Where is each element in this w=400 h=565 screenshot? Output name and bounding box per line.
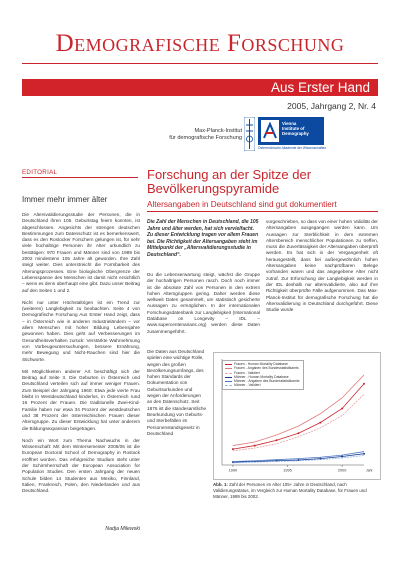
chart-point <box>276 439 278 441</box>
editorial-rule <box>22 177 138 178</box>
chart-point <box>232 448 234 450</box>
legend-swatch <box>225 381 232 382</box>
legend-label: Frauen - Human Mortality Database <box>234 362 288 366</box>
vid-emblem-icon <box>261 120 279 142</box>
issue-info: 2005, Jahrgang 2, Nr. 4 <box>287 101 376 111</box>
vid-line2: Institute of <box>282 126 305 131</box>
legend-label: Frauen - Validiert <box>234 370 260 375</box>
legend-label: Männer - Validiert <box>234 383 261 388</box>
vid-subtitle: Österreichische Akademie der Wissenschaften <box>258 146 327 150</box>
chart-point <box>319 422 321 424</box>
legend-swatch <box>225 364 232 365</box>
article-column-2 <box>266 219 378 318</box>
masthead-banner <box>22 79 378 96</box>
editorial-label: EDITORIAL <box>22 169 58 176</box>
figure-caption <box>213 482 379 499</box>
legend-swatch <box>225 377 232 378</box>
article-headline: Forschung an der Spitze der Bevölkerungspyramide <box>147 167 312 196</box>
article-wrapped-text: Die Daten aus Deutschland spielen eine wichtige Rolle, wegen des großen Bevölkerungsumfangs, des hohen Standards der Dokumentation von Geburtsurkunden und wegen der Anforderungen an den Datenschutz. Seit 1876 ist die standesamtliche Beurkundung von Geburts- und Sterbefällen im Personenstandsgesetz in Deutschland <box>147 349 207 436</box>
editorial-body <box>22 212 140 500</box>
legend-label: Männer - Angaben des Bundesstatistikamts <box>234 379 300 384</box>
chart-point <box>341 456 343 458</box>
chart-legend <box>222 360 304 390</box>
mpi-name <box>112 128 242 142</box>
legend-label: Männer - Human Mortality Database <box>234 374 289 379</box>
editorial-signature: Nadja Milewski <box>105 526 140 532</box>
article-lead: Die Zahl der Menschen in Deutschland, die 105 Jahre und älter werden, hat sich vervielfacht. Zu dieser Entwicklung tragen vor allem Frauen bei. Die Richtigkeit der Altersangaben steht im Mittelpunkt der „Altersvalidierungsstudie in Deutschland“. <box>147 219 259 258</box>
editorial-paragraph: Die Altersvalidierungsstudie der Personen, die in Deutschland ihren 105. Geburtstag feiern konnten, ist abgeschlossen. Angesichts der strengen deutschen Bestimmungen zum Datenschutz ist es bemerkenswert, dass es den Rostocker Forschern gelungen ist, für sehr viele hochaltrige Personen ihr Alter urkundlich zu bestätigen: 970 Frauen und Männer sind von 1989 bis 2002 mindestens 105 Jahre alt geworden. Ihre Zahl steigt weiter. Dies unterstreicht die Formbarkeit des Alterungsprozesses. Eine biologische Obergrenze der Lebensspanne des Menschen ist damit nicht ersichtlich – wenn es denn überhaupt eine gibt. Dazu unser Beitrag auf den Seiten 1 und 2. <box>22 212 140 293</box>
article-rule <box>147 211 378 212</box>
editorial-paragraph: Noch ein Wort zum Thema Nachwuchs in der Wissenschaft: Mit dem Wintersemester 2005/06 ist die European Doctoral School of Demography in Rostock eröffnet worden. Das erfolgreiche Studium steht unter der Schirmherrschaft der European Association for Population Studies. Den ersten Jahrgang der neuen Schule bilden 14 Studenten aus Mexiko, Finnland, Italien, Frankreich, Polen, den Niederlanden und aus Deutschland. <box>22 437 140 494</box>
editorial-paragraph: Mit Möglichkeiten anderer Art beschäftigt sich der Beitrag auf Seite 3. Die Geburten in Österreich und Deutschland verteilen sich auf immer weniger Frauen. Zum Beispiel der Jahrgang 1960: Etwa jede vierte Frau bleibt in Westdeutschland kinderlos, in Österreich rund 16 Prozent der Frauen. Die traditionelle Zwei-Kind-Familie haben nur etwa 34 Prozent der westdeutschen und 38 Prozent der österreichischen Frauen dieser Altersgruppe. Zu dieser Entwicklung hat unter anderem die Bildungsexpansion beigetragen. <box>22 368 140 431</box>
chart-x-tick-label: 2000 <box>337 468 347 473</box>
caption-label: Abb. 1: <box>213 482 228 487</box>
masthead-title: Demografische Forschung <box>55 30 345 57</box>
chart-x-tick-label: 1995 <box>283 468 292 473</box>
legend-label: Frauen - Angaben des Bundesstatistikamts <box>234 366 299 371</box>
article-subheadline: Altersangaben in Deutschland sind gut dokumentiert <box>147 200 337 209</box>
article-paragraph: vorgeschrieben, so dass von einer hohen Validität der Altersangaben ausgegangen werden kann. Um Aussagen zur Sterblichkeit in dem extremen Altersbereich menschlicher Populationen zu treffen, muss die Zuverlässigkeit der Altersangaben überprüft werden. Es hat sich in der Vergangenheit oft herausgestellt, dass bei außergewöhnlich hohen Altersangaben keine nachprüfbaren Belege vorhanden waren und das angegebene Alter nicht zutraf. Zur Erforschung der Langlebigkeit werden in der IDL deshalb nur altersvalidierte, also auf ihre Richtigkeit überprüfte Fälle aufgenommen. Das Max-Planck-Institut für demografische Forschung hat die Altersvalidierung in Deutschland durchgeführt. Diese Studie wurde <box>266 219 378 313</box>
banner-text: Aus Erster Hand <box>270 80 370 95</box>
legend-swatch <box>225 385 232 386</box>
caption-text: Zahl der Personen im Alter 105+ Jahre in Deutschland, nach Validierungsstatus, im Vergleich zur Human Mortality Database, für Frauen und Männer, 1989 bis 2002. <box>213 482 367 499</box>
editorial-paragraph: Nicht nur unter Höchstaltrigen ist ein Trend zur (weiteren) Langlebigkeit zu beobachten. Seite 4 von Demografische Forschung Aus Erster Hand zeigt, dass – in Österreich wie in anderen Industrieländern – vor allem Menschen mit hoher Bildung Lebensjahre gewonnen haben. Dies geht auf Verbesserungen im Gesundheitsverhalten zurück: Verstärkte Wahrnehmung von Vorbeugeuntersuchungen, bessere Ernährung, mehr Bewegung und Nicht-Rauchen sind hier die Stichworte. <box>22 299 140 362</box>
chart-point <box>297 432 299 434</box>
vid-line3: Demography <box>282 131 309 136</box>
vid-line1: Vienna <box>282 121 297 126</box>
article-paragraph: Du die Lebenserwartung steigt, wächst die Gruppe der hochaltrigen Personen rasch. Doch noch immer ist die absolute Zahl von Personen in den extrem hohen Altersgruppen gering. Daher werden diese weltweit Daten gesammelt, um statistisch gesicherte Aussagen zu ermöglichen. In der internationalen Forschungsdatenbank zur Langlebigkeit (International Database on Longevity – IDL – www.supercentenarians.org) werden diese Daten zusammengeführt. <box>147 272 260 334</box>
article-column-1 <box>147 272 260 340</box>
vid-logo <box>258 117 324 145</box>
chart-point <box>363 383 365 385</box>
legend-swatch <box>225 373 232 374</box>
chart-x-tick-label: 1990 <box>228 468 238 473</box>
editorial-heading: Immer mehr immer älter <box>22 195 108 204</box>
chart-point <box>363 453 365 455</box>
chart-x-unit: Jahr <box>366 468 373 473</box>
mpi-line2: für demografische Forschung <box>169 135 242 141</box>
chart-series-line <box>233 384 364 449</box>
legend-entry <box>225 383 301 387</box>
legend-swatch <box>225 368 232 369</box>
chart-point <box>254 445 256 447</box>
mpi-line1: Max-Planck-Institut <box>194 128 242 134</box>
mpi-logo-icon <box>244 117 255 151</box>
chart-point <box>341 407 343 409</box>
masthead-rule <box>22 63 378 64</box>
